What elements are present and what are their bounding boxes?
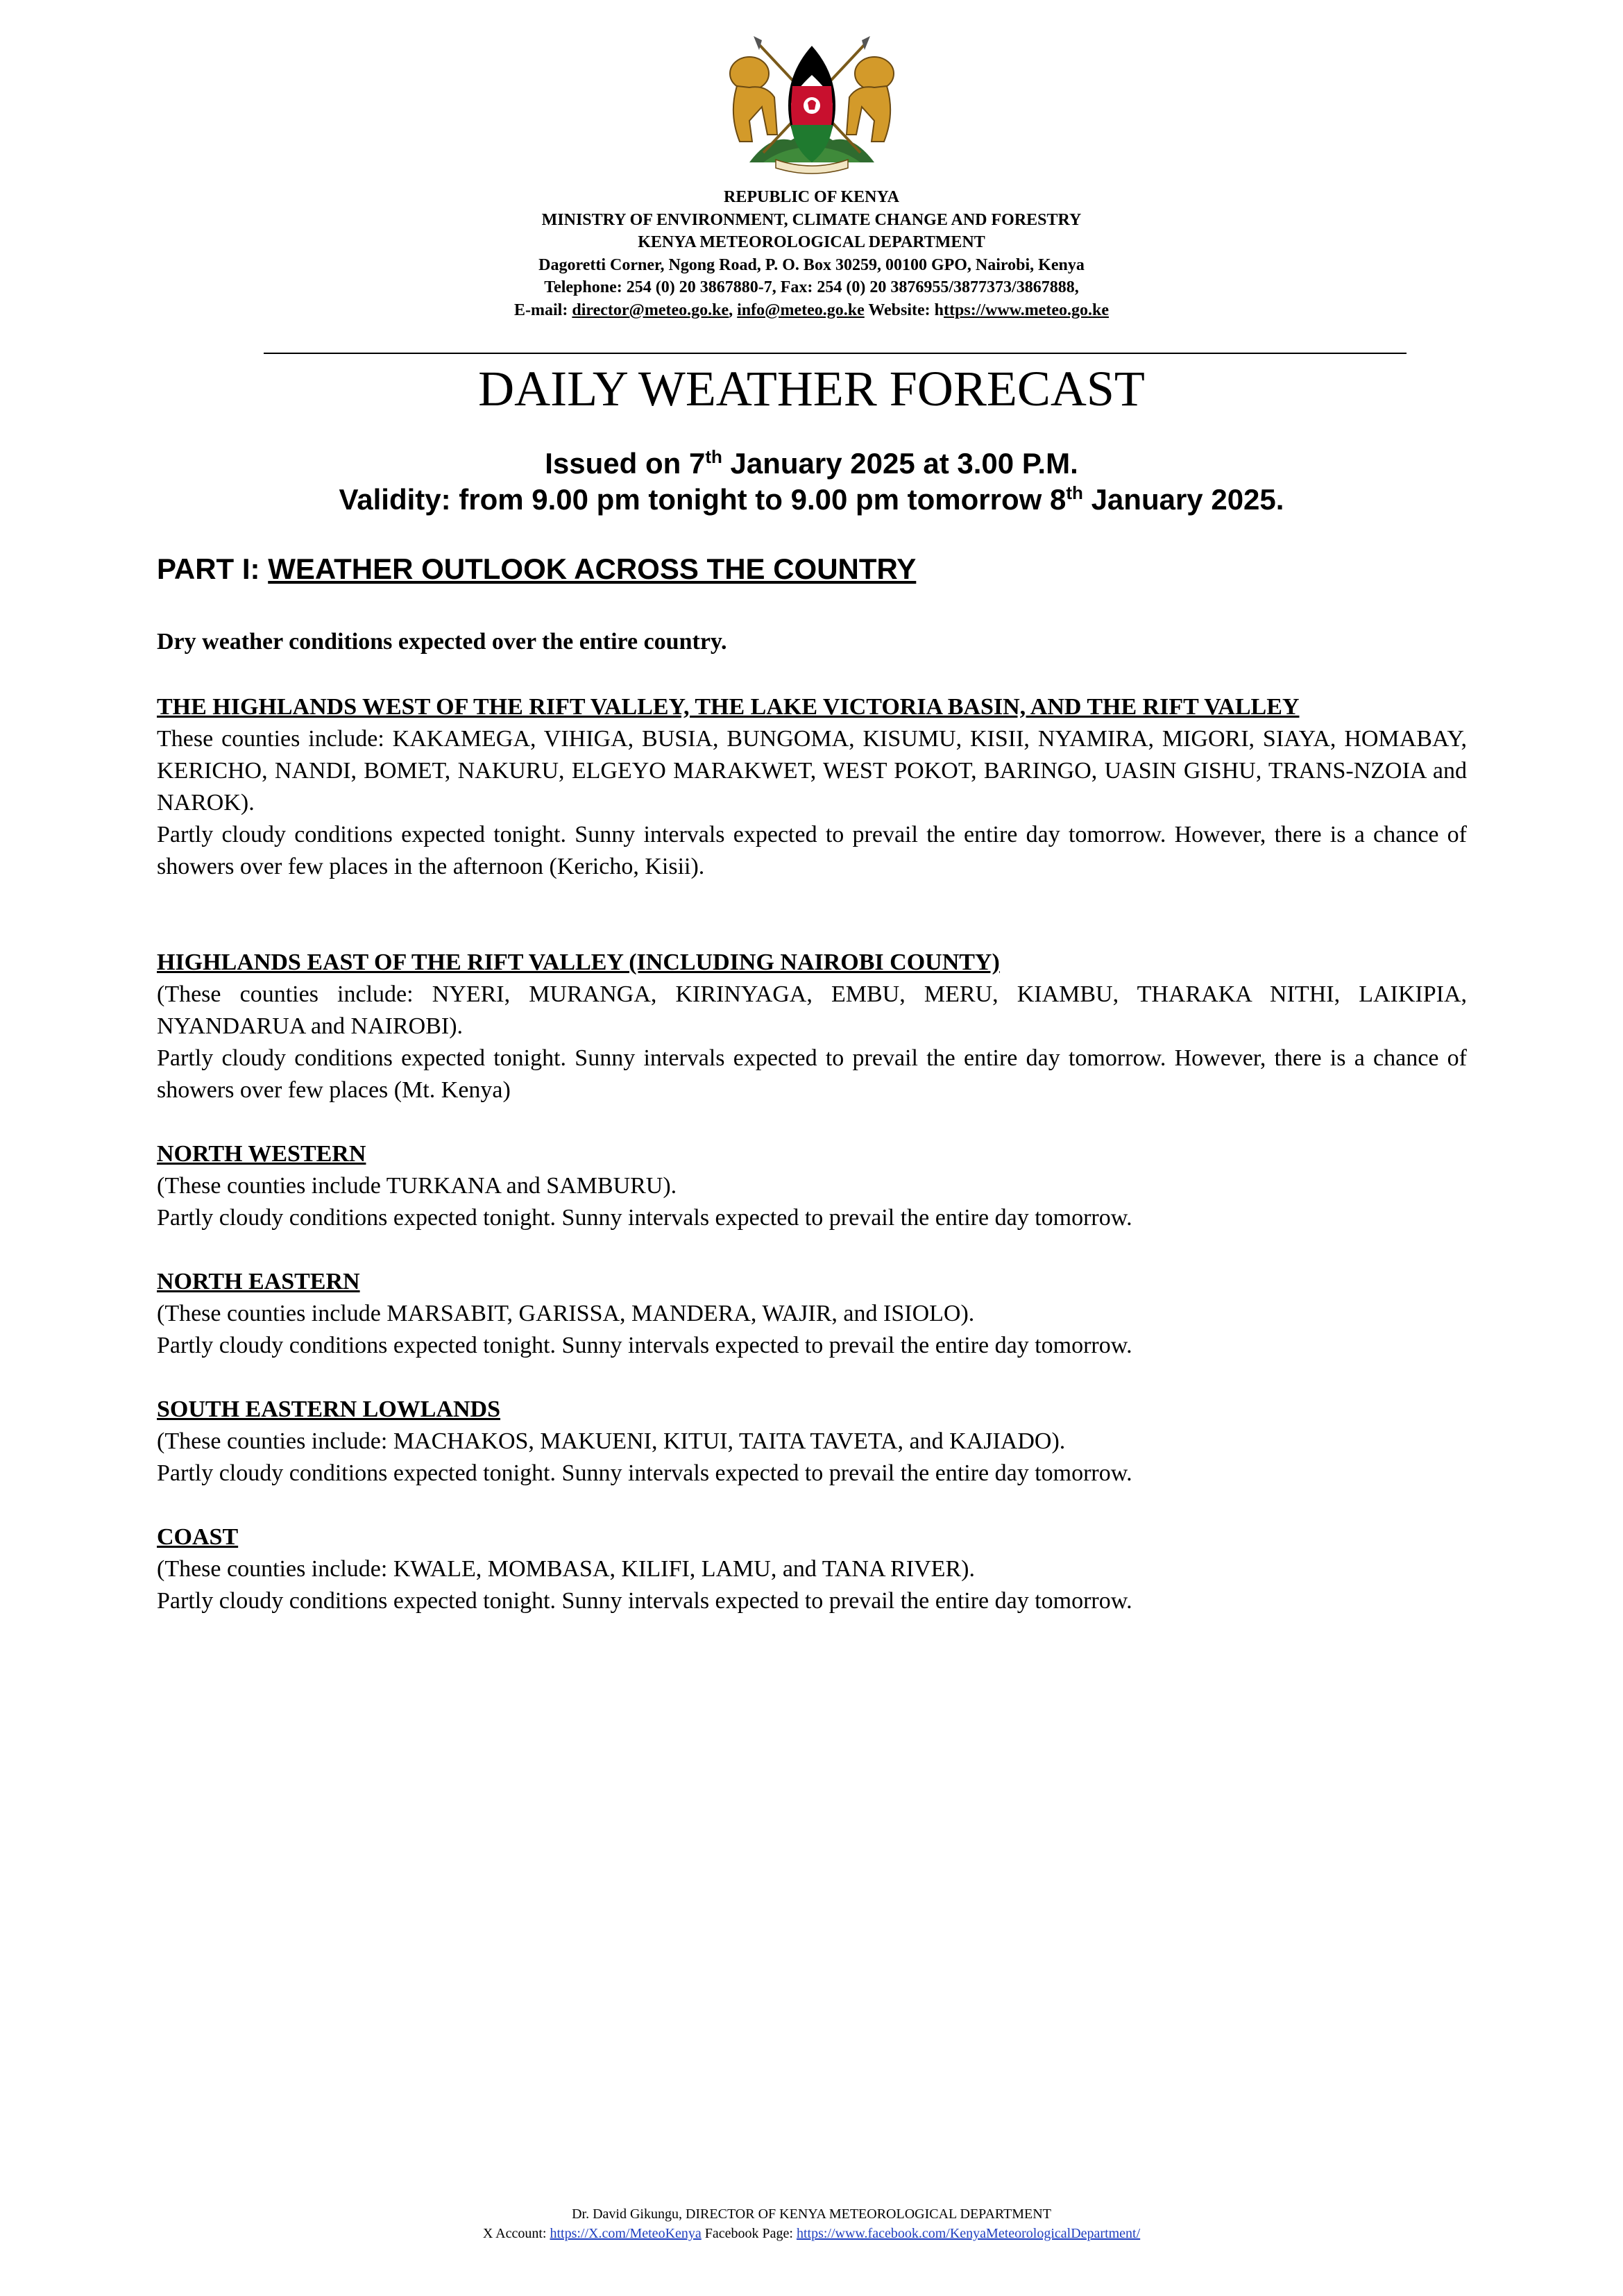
validity-text: Validity: from 9.00 pm tonight to 9.00 pm tomorrow 8 [339, 483, 1067, 516]
x-account-label: X Account: [482, 2226, 550, 2241]
region-counties: (These counties include: MACHAKOS, MAKUENI, KITUI, TAITA TAVETA, and KAJIADO). [157, 1428, 1066, 1454]
issued-line [0, 446, 1623, 482]
issued-text: Issued on 7 [545, 447, 706, 480]
facebook-label: Facebook Page: [701, 2226, 797, 2241]
region-forecast: Partly cloudy conditions expected tonight. Sunny intervals expected to prevail the entire day tomorrow. However, there is a chance of showers over few places (Mt. Kenya) [157, 1045, 1467, 1103]
part-title: WEATHER OUTLOOK ACROSS THE COUNTRY [268, 552, 917, 585]
region-section [157, 1394, 1467, 1489]
validity-line [0, 482, 1623, 518]
website-label: Website: h [868, 301, 944, 319]
x-account-link[interactable]: https://X.com/MeteoKenya [550, 2226, 702, 2241]
contact-line [0, 299, 1623, 322]
department-line: KENYA METEOROLOGICAL DEPARTMENT [638, 233, 985, 251]
republic-line: REPUBLIC OF KENYA [724, 188, 899, 206]
validity-ordinal: th [1066, 482, 1083, 503]
page-title: DAILY WEATHER FORECAST [478, 361, 1145, 416]
region-counties: (These counties include: NYERI, MURANGA, KIRINYAGA, EMBU, MERU, KIAMBU, THARAKA NITHI, LAIKIPIA, NYANDARUA and NAIROBI). [157, 981, 1467, 1039]
part-heading [157, 550, 916, 589]
part-label: PART I: [157, 552, 269, 585]
address-line: Dagoretti Corner, Ngong Road, P. O. Box 30259, 00100 GPO, Nairobi, Kenya [538, 255, 1085, 274]
region-counties: (These counties include: KWALE, MOMBASA, KILIFI, LAMU, and TANA RIVER). [157, 1556, 975, 1582]
telephone-line: Telephone: 254 (0) 20 3867880-7, Fax: 254 (0) 20 3876955/3877373/3867888, [544, 278, 1079, 296]
region-forecast: Partly cloudy conditions expected tonight. Sunny intervals expected to prevail the entire day tomorrow. [157, 1205, 1132, 1231]
region-forecast: Partly cloudy conditions expected tonight. Sunny intervals expected to prevail the entire day tomorrow. [157, 1588, 1132, 1614]
region-counties: (These counties include TURKANA and SAMBURU). [157, 1173, 677, 1199]
issued-text-rest: January 2025 at 3.00 P.M. [722, 447, 1078, 480]
region-heading: NORTH EASTERN [157, 1269, 360, 1294]
facebook-link[interactable]: https://www.facebook.com/KenyaMeteorologicalDepartment/ [796, 2226, 1141, 2241]
region-heading: NORTH WESTERN [157, 1141, 366, 1167]
region-heading: COAST [157, 1524, 239, 1550]
region-forecast: Partly cloudy conditions expected tonight. Sunny intervals expected to prevail the entire day tomorrow. However, there is a chance of showers over few places in the afternoon (Kericho, Kisii). [157, 822, 1467, 879]
email-separator: , [729, 301, 733, 319]
region-section [157, 1138, 1467, 1234]
region-section [157, 1521, 1467, 1617]
region-section [157, 1266, 1467, 1362]
footer-signatory: Dr. David Gikungu, DIRECTOR OF KENYA METEOROLOGICAL DEPARTMENT [572, 2206, 1051, 2222]
region-heading: SOUTH EASTERN LOWLANDS [157, 1396, 501, 1422]
director-email-link[interactable]: director@meteo.go.ke [572, 301, 729, 319]
national-summary: Dry weather conditions expected over the entire country. [157, 629, 727, 655]
region-section [157, 947, 1467, 1106]
region-heading: HIGHLANDS EAST OF THE RIFT VALLEY (INCLUDING NAIROBI COUNTY) [157, 949, 1000, 975]
region-heading: THE HIGHLANDS WEST OF THE RIFT VALLEY, THE LAKE VICTORIA BASIN, AND THE RIFT VALLEY [157, 694, 1300, 720]
website-link[interactable]: ttps://www.meteo.go.ke [944, 301, 1109, 319]
ministry-line: MINISTRY OF ENVIRONMENT, CLIMATE CHANGE AND FORESTRY [541, 210, 1082, 229]
kenya-coat-of-arms-icon [722, 31, 902, 178]
footer-links [0, 2224, 1623, 2243]
validity-text-rest: January 2025. [1082, 483, 1284, 516]
region-forecast: Partly cloudy conditions expected tonight. Sunny intervals expected to prevail the entire day tomorrow. [157, 1460, 1132, 1486]
region-counties: (These counties include MARSABIT, GARISSA, MANDERA, WAJIR, and ISIOLO). [157, 1301, 975, 1326]
issued-ordinal: th [705, 446, 722, 467]
email-label: E-mail: [514, 301, 568, 319]
info-email-link[interactable]: info@meteo.go.ke [737, 301, 865, 319]
letterhead [0, 186, 1623, 321]
region-section [157, 691, 1467, 883]
region-counties: These counties include: KAKAMEGA, VIHIGA, BUSIA, BUNGOMA, KISUMU, KISII, NYAMIRA, MIGORI, SIAYA, HOMABAY, KERICHO, NANDI, BOMET, NAKURU, ELGEYO MARAKWET, WEST POKOT, BARINGO, UASIN GISHU, TRANS-NZOIA and NAROK). [157, 726, 1467, 816]
region-forecast: Partly cloudy conditions expected tonight. Sunny intervals expected to prevail the entire day tomorrow. [157, 1333, 1132, 1358]
